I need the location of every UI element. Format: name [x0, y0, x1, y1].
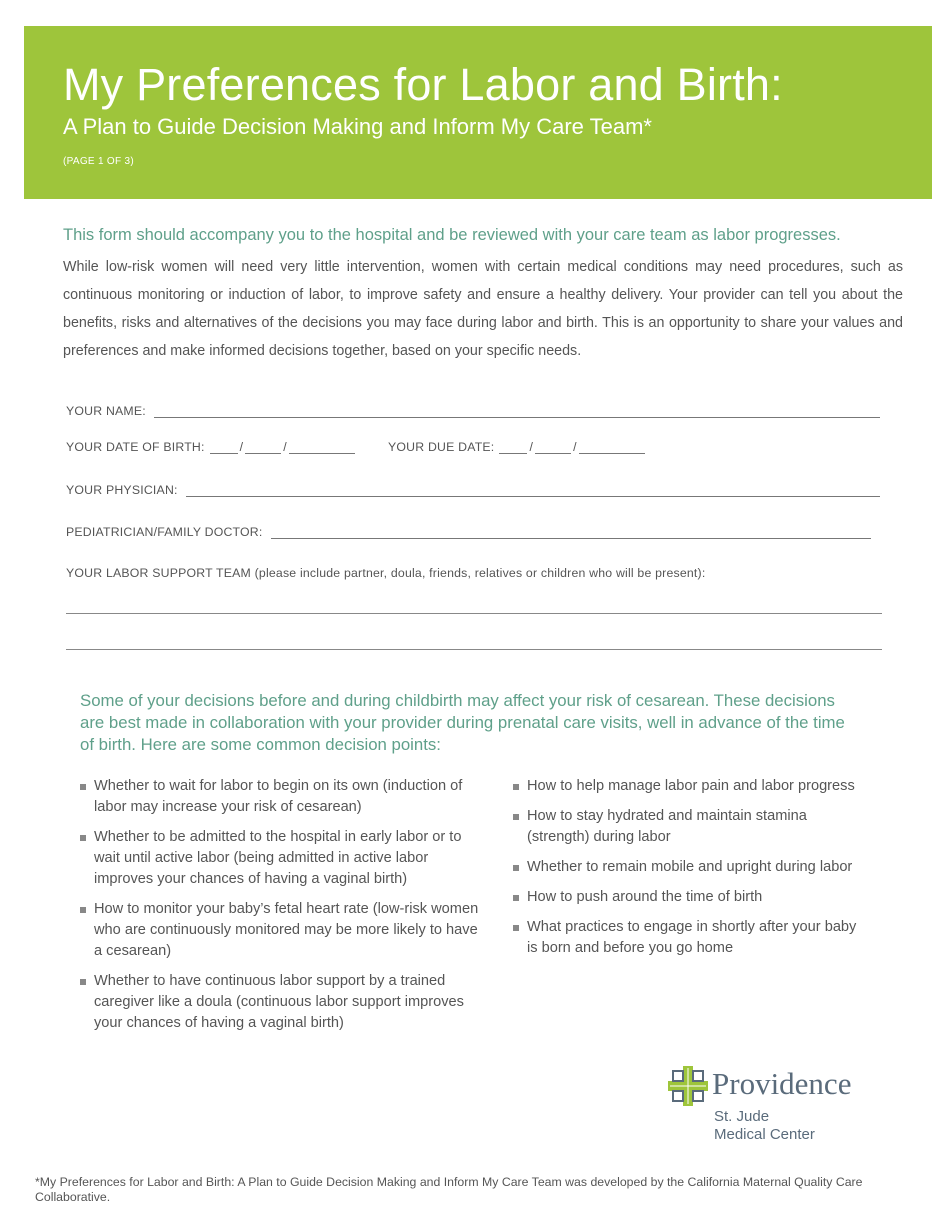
providence-logo — [668, 1066, 878, 1146]
physician-field[interactable] — [66, 483, 880, 497]
name-line[interactable] — [154, 405, 880, 418]
pediatrician-line[interactable] — [271, 526, 871, 539]
list-item: Whether to have continuous labor support by a trained caregiver like a doula (continuous labor support improves your chances of having a vaginal birth) — [80, 971, 480, 1034]
dob-year-line[interactable] — [289, 441, 355, 454]
intro-paragraph: While low-risk women will need very little intervention, women with certain medical conditions may need procedures, such as continuous monitoring or induction of labor, to improve safety and ensure a healthy delivery. Your provider can tell you about the benefits, risks and alternatives of the decisions you may face during labor and birth. This is an opportunity to share your values and preferences and make informed decisions together, based on your specific needs. — [63, 259, 903, 359]
support-team-field — [66, 566, 705, 580]
decision-list-left — [80, 776, 480, 1043]
name-label: YOUR NAME: — [66, 404, 146, 418]
dob-field[interactable] — [66, 440, 355, 454]
date-separator: / — [283, 440, 287, 454]
date-separator: / — [573, 440, 577, 454]
pediatrician-field[interactable] — [66, 525, 871, 539]
list-item: Whether to be admitted to the hospital in early labor or to wait until active labor (being admitted in active labor improves your chances of having a vaginal birth) — [80, 827, 480, 890]
dob-day-line[interactable] — [245, 441, 281, 454]
due-year-line[interactable] — [579, 441, 645, 454]
list-item: How to help manage labor pain and labor progress — [513, 776, 863, 797]
header-banner — [24, 26, 932, 199]
logo-line-1: St. Jude — [714, 1108, 770, 1125]
support-team-label: YOUR LABOR SUPPORT TEAM (please include partner, doula, friends, relatives or children who will be present): — [66, 566, 706, 580]
due-day-line[interactable] — [535, 441, 571, 454]
page-title: My Preferences for Labor and Birth: — [63, 59, 783, 110]
date-separator: / — [239, 440, 244, 454]
list-item: Whether to wait for labor to begin on its own (induction of labor may increase your risk of cesarean) — [80, 776, 480, 818]
list-item: What practices to engage in shortly after your baby is born and before you go home — [513, 917, 863, 959]
due-month-line[interactable] — [499, 441, 527, 454]
footnote: *My Preferences for Labor and Birth: A Plan to Guide Decision Making and Inform My Care Team was developed by the California Maternal Quality Care Collaborative. — [35, 1175, 863, 1204]
decision-list-right — [513, 776, 863, 968]
pediatrician-label: PEDIATRICIAN/FAMILY DOCTOR: — [66, 525, 263, 539]
decision-intro: Some of your decisions before and during childbirth may affect your risk of cesarean. These decisions are best made in collaboration with your provider during prenatal care visits, well in advance of the time of birth. Here are some common decision points: — [80, 691, 845, 754]
list-item: How to monitor your baby’s fetal heart rate (low-risk women who are continuously monitored may be more likely to have a cesarean) — [80, 899, 480, 962]
page-number: (PAGE 1 OF 3) — [63, 156, 134, 167]
list-item: Whether to remain mobile and upright during labor — [513, 857, 863, 878]
page-subtitle: A Plan to Guide Decision Making and Inform My Care Team* — [63, 114, 652, 139]
cross-logo-icon — [668, 1066, 708, 1106]
physician-label: YOUR PHYSICIAN: — [66, 483, 178, 497]
intro-heading: This form should accompany you to the hospital and be reviewed with your care team as labor progresses. — [63, 226, 841, 244]
logo-subtitle — [714, 1108, 815, 1144]
list-item: How to stay hydrated and maintain stamina (strength) during labor — [513, 806, 863, 848]
logo-wordmark: Providence — [712, 1066, 852, 1101]
list-item: How to push around the time of birth — [513, 887, 863, 908]
dob-label: YOUR DATE OF BIRTH: — [66, 440, 205, 454]
date-separator: / — [529, 440, 534, 454]
support-team-line-2[interactable] — [66, 649, 882, 650]
name-field[interactable] — [66, 404, 880, 418]
physician-line[interactable] — [186, 484, 880, 497]
dob-month-line[interactable] — [210, 441, 238, 454]
due-date-label: YOUR DUE DATE: — [388, 440, 495, 454]
due-date-field[interactable] — [388, 440, 645, 454]
support-team-line-1[interactable] — [66, 613, 882, 614]
logo-line-2: Medical Center — [714, 1126, 815, 1143]
